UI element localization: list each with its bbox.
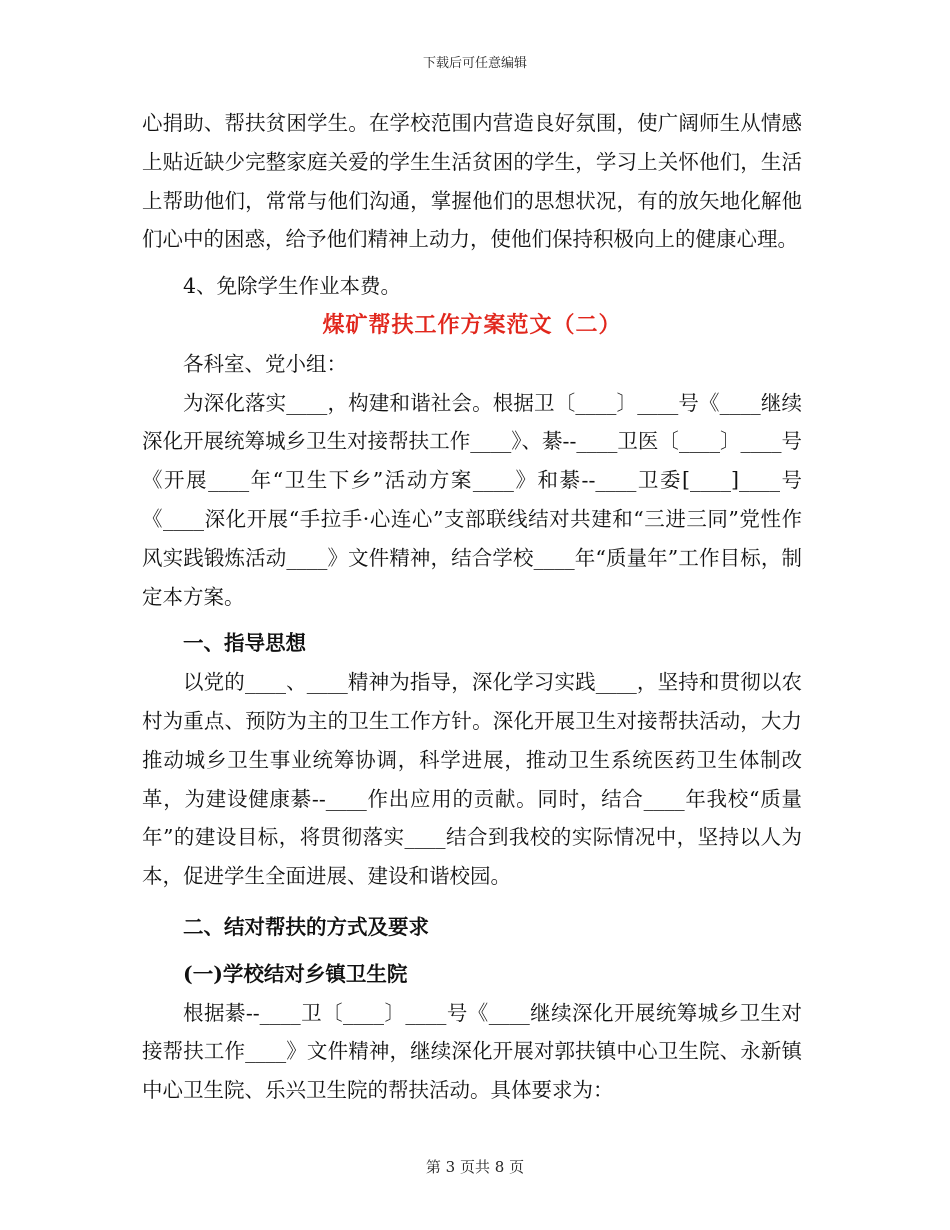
subheading-school-pairing: (一)学校结对乡镇卫生院 [183, 961, 408, 986]
heading-pairing-methods: 二、结对帮扶的方式及要求 [183, 914, 429, 939]
greeting: 各科室、党小组： [183, 351, 347, 376]
paragraph-continued: 心捐助、帮扶贫困学生。在学校范围内营造良好氛围，使广阔师生从情感上贴近缺少完整家庭关爱的学生生活贫困的学生，学习上关怀他们，生活上帮助他们，常常与他们沟通，掌握他们的思想状况，有的放矢地化解他们心中的困惑，给予他们精神上动力，使他们保持积极向上的健康心理。 [142, 111, 802, 252]
page-footer: 第 3 页共 8 页 [425, 1158, 525, 1176]
list-item-4: 4、免除学生作业本费。 [183, 274, 402, 299]
guiding-ideology-paragraph: 以党的____、____精神为指导，深化学习实践____，坚持和贯彻以农村为重点、预防为主的卫生工作方针。深化开展卫生对接帮扶活动，大力推动城乡卫生事业统筹协调，科学进展，推动卫生系统医药卫生体制改革，为建设健康綦--____作出应用的贡献。同时，结合____年我校“质量年”的建设目标，将贯彻落实____结合到我校的实际情况中，坚持以人为本，促进学生全面进展、建设和谐校园。 [142, 670, 802, 889]
document-body [142, 104, 802, 1110]
school-pairing-paragraph: 根据綦--____卫〔____〕____号《____继续深化开展统筹城乡卫生对接帮扶工作____》文件精神，继续深化开展对郭扶镇中心卫生院、永新镇中心卫生院、乐兴卫生院的帮扶活动。具体要求为： [142, 1000, 802, 1103]
section-title: 煤矿帮扶工作方案范文（二） [322, 311, 622, 338]
intro-paragraph: 为深化落实____，构建和谐社会。根据卫〔____〕____号《____继续深化开展统筹城乡卫生对接帮扶工作____》、綦--____卫医〔____〕____号《开展____年“卫生下乡”活动方案____》和綦--____卫委[____]____号《____深化开展“手拉手·心连心”支部联线结对共建和“三进三同”党性作风实践锻炼活动____》文件精神，结合学校____年“质量年”工作目标，制定本方案。 [142, 390, 802, 609]
page-header: 下载后可任意编辑 [422, 56, 527, 71]
heading-guiding-ideology: 一、指导思想 [183, 631, 306, 656]
